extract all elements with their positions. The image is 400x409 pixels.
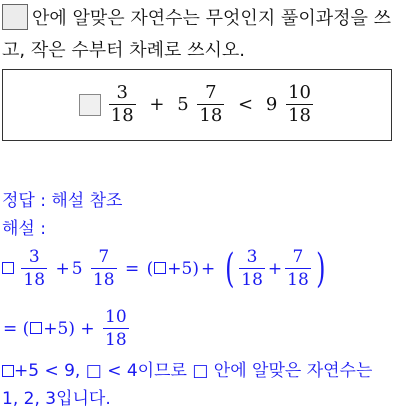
solution-line-4: 1, 2, 3입니다. bbox=[2, 389, 111, 409]
fraction: $\frac{3}{18}$ bbox=[23, 247, 46, 290]
denominator: 18 bbox=[199, 105, 223, 126]
inequality-expression bbox=[3, 82, 391, 127]
solution-step-2: = ( +5) + $\frac{10}{18}$ bbox=[3, 307, 127, 350]
fraction bbox=[197, 82, 224, 127]
denominator: 18 bbox=[110, 105, 134, 126]
blank-box bbox=[154, 262, 166, 274]
solution-label: 해설 : bbox=[2, 219, 46, 239]
solution-step-1: $\frac{3}{18}$ + 5 $\frac{7}{18}$ = ( +5) + ( $\frac{3}{18}$ + $\frac{7}{18}$ ) bbox=[2, 246, 328, 291]
fraction: $\frac{10}{18}$ bbox=[105, 307, 127, 350]
blank-box bbox=[2, 365, 14, 377]
plus-sign: + bbox=[267, 258, 283, 279]
denominator: 18 bbox=[288, 105, 311, 126]
fraction bbox=[109, 82, 136, 127]
fraction: $\frac{7}{18}$ bbox=[92, 247, 115, 290]
question-line-2: 고, 작은 수부터 차례로 쓰시오. bbox=[2, 40, 245, 61]
numerator: 10 bbox=[288, 82, 311, 103]
open-paren-large: ( bbox=[224, 245, 235, 292]
less-than-sign: < bbox=[238, 94, 254, 115]
whole-number: 9 bbox=[265, 94, 278, 115]
blank-box bbox=[2, 4, 28, 30]
blank-box bbox=[30, 322, 42, 334]
plus-sign: + bbox=[149, 94, 165, 115]
inequality-frame bbox=[2, 69, 392, 141]
plus-sign: + bbox=[200, 258, 216, 279]
whole-number: 5 bbox=[177, 94, 189, 115]
fraction: $\frac{3}{18}$ bbox=[241, 247, 263, 290]
answer-label: 정답 : 해설 참조 bbox=[2, 191, 123, 211]
open-paren: ( bbox=[146, 258, 154, 279]
numerator: 7 bbox=[205, 82, 217, 103]
fraction bbox=[286, 82, 313, 127]
close-paren-large: ) bbox=[315, 245, 326, 292]
fraction: $\frac{7}{18}$ bbox=[287, 247, 309, 290]
numerator: 3 bbox=[116, 82, 128, 103]
solution-line-3: +5 < 9, □ < 4이므로 □ 안에 알맞은 자연수는 bbox=[2, 356, 372, 381]
question-line-1 bbox=[2, 4, 391, 32]
blank-box bbox=[2, 262, 14, 274]
blank-box bbox=[79, 94, 101, 116]
question-text-1: 안에 알맞은 자연수는 무엇인지 풀이과정을 쓰 bbox=[32, 8, 391, 29]
